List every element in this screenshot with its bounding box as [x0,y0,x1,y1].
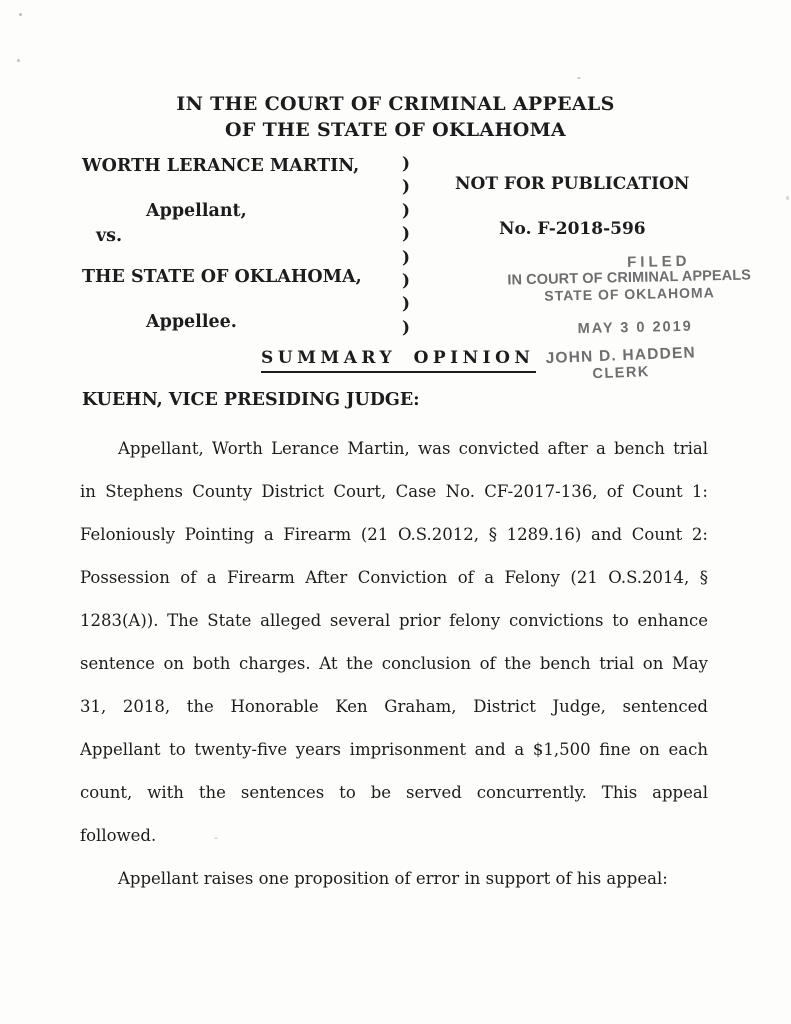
body-line: sentence on both charges. At the conclusion of the bench trial on May [80,654,708,673]
body-line: Appellant, Worth Lerance Martin, was convicted after a bench trial [118,439,708,458]
scan-speck [577,77,581,79]
body-line: in Stephens County District Court, Case No. CF-2017-136, of Count 1: [80,482,708,501]
body-line: count, with the sentences to be served concurrently. This appeal [80,783,708,802]
appellant-name: WORTH LERANCE MARTIN, [82,156,360,176]
versus-label: vs. [96,226,123,246]
scan-speck [786,196,789,200]
body-line: Feloniously Pointing a Firearm (21 O.S.2012, § 1289.16) and Count 2: [80,525,708,544]
publication-notice: NOT FOR PUBLICATION [455,174,690,194]
court-header-line2: OF THE STATE OF OKLAHOMA [225,119,566,141]
body-line: 1283(A)). The State alleged several prior felony convictions to enhance [80,611,708,630]
judge-heading: KUEHN, VICE PRESIDING JUDGE: [82,390,420,410]
caption-paren: ) [402,294,411,315]
caption-paren: ) [402,200,411,221]
appellee-name: THE STATE OF OKLAHOMA, [82,267,362,287]
scan-speck [19,13,22,16]
court-header [0,91,791,143]
filed-stamp-clerk-name: JOHN D. HADDEN [545,344,697,368]
body-line: Appellant to twenty-five years imprisonment and a $1,500 fine on each [80,740,708,759]
appellant-label: Appellant, [146,201,247,221]
filed-stamp-state-line: STATE OF OKLAHOMA [544,284,715,304]
caption-paren: ) [402,271,411,292]
caption-paren: ) [402,224,411,245]
opinion-title: SUMMARY OPINION [261,348,536,373]
filed-stamp-court-line: IN COURT OF CRIMINAL APPEALS [507,267,752,289]
filed-stamp-date: MAY 3 0 2019 [577,318,693,338]
filed-stamp-filed: FILED [626,252,691,272]
case-number: No. F-2018-596 [499,219,646,239]
scan-speck [17,59,20,62]
court-header-line1: IN THE COURT OF CRIMINAL APPEALS [176,93,615,115]
body-line: 31, 2018, the Honorable Ken Graham, District Judge, sentenced [80,697,708,716]
caption-paren: ) [402,317,411,338]
caption-paren: ) [402,154,411,174]
opinion-body [80,427,708,900]
caption-paren-column [402,153,410,340]
body-line: Possession of a Firearm After Conviction of a Felony (21 O.S.2014, § [80,568,708,587]
body-line: followed. [80,826,157,845]
appellee-label: Appellee. [146,312,237,332]
caption-paren: ) [402,247,411,268]
caption-paren: ) [402,177,411,198]
filed-stamp-clerk-title: CLERK [592,364,651,383]
body-line: Appellant raises one proposition of error in support of his appeal: [118,869,668,888]
